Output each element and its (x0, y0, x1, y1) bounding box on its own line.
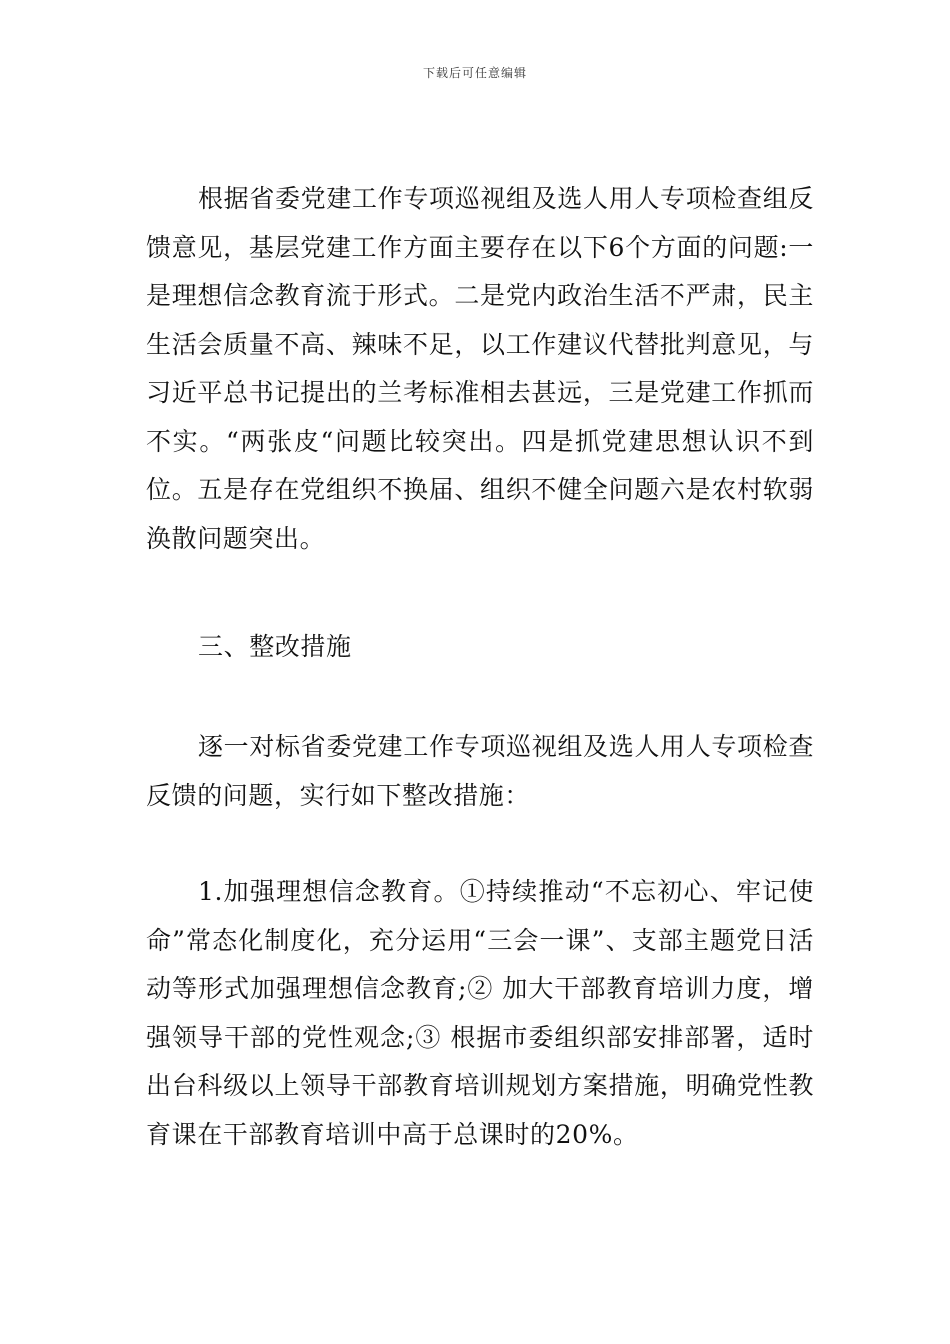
paragraph-text: 1.加强理想信念教育。①持续推动“不忘初心、牢记使命”常态化制度化，充分运用“三会一课”、支部主题党日活动等形式加强理想信念教育;② 加大干部教育培训力度，增强领导干部的党性观念;③ 根据市委组织部安排部署，适时出台科级以上领导干部教育培训规划方案措施，明确党性教育课在干部教育培训中高于总课时的20%。 (146, 877, 814, 1149)
paragraph-measure-1 (146, 868, 814, 1159)
header-note: 下载后可任意编辑 (422, 66, 527, 80)
paragraph-text: 逐一对标省委党建工作专项巡视组及选人用人专项检查反馈的问题，实行如下整改措施： (146, 732, 814, 810)
section-heading (146, 623, 814, 672)
paragraph-intro-measures (146, 723, 814, 820)
paragraph-text: 根据省委党建工作专项巡视组及选人用人专项检查组反馈意见，基层党建工作方面主要存在以下6个方面的问题:一是理想信念教育流于形式。二是党内政治生活不严肃，民主生活会质量不高、辣味不足，以工作建议代替批判意见，与习近平总书记提出的兰考标准相去甚远，三是党建工作抓而不实。“两张皮“问题比较突出。四是抓党建思想认识不到位。五是存在党组织不换届、组织不健全问题六是农村软弱涣散问题突出。 (146, 184, 814, 553)
paragraph-feedback-issues (146, 175, 814, 563)
section-heading-text: 三、整改措施 (198, 632, 352, 661)
